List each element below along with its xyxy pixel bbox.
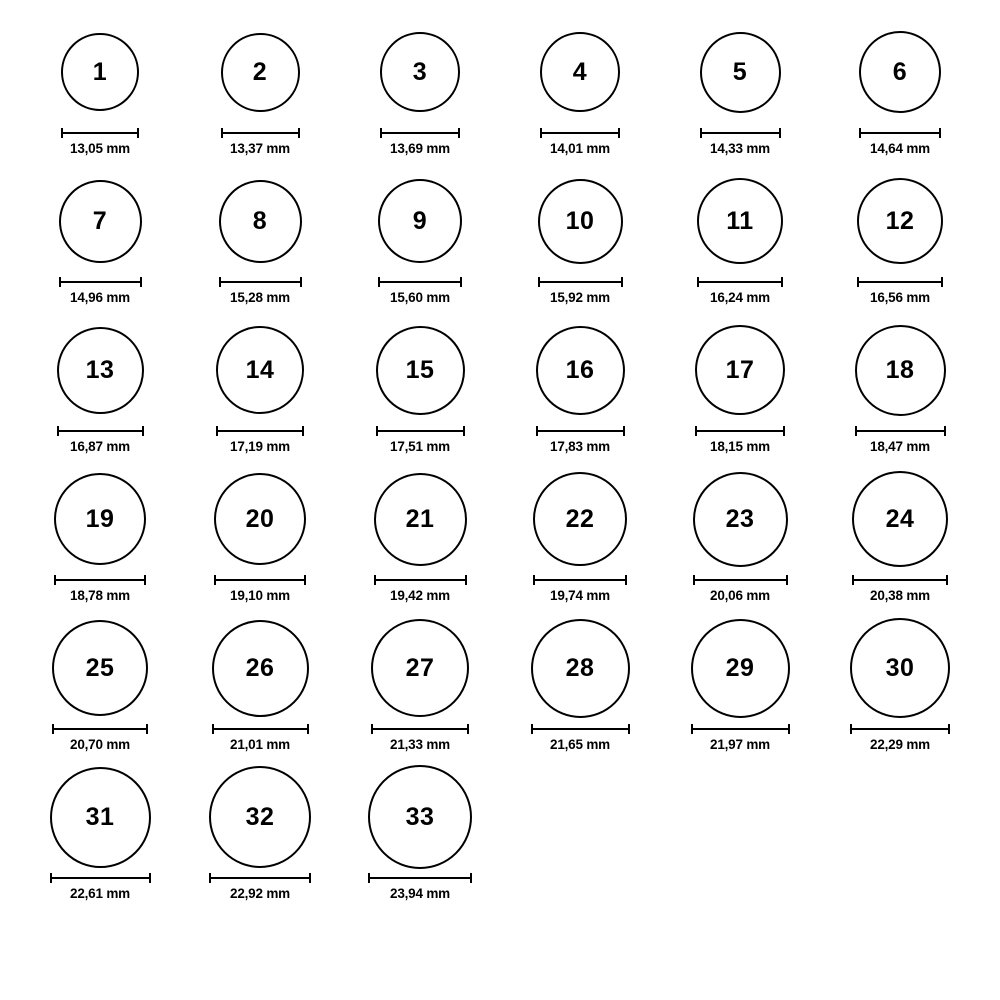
- diameter-label: 15,92 mm: [550, 290, 610, 305]
- ring-size-cell: [500, 614, 660, 763]
- ring-circle-wrap: [540, 18, 620, 126]
- ring-circle-icon: [859, 31, 941, 113]
- ring-size-number: 14: [245, 355, 275, 384]
- diameter-label: 20,70 mm: [70, 737, 130, 752]
- ruler-tick-right: [779, 128, 781, 138]
- diameter-label: 23,94 mm: [390, 886, 450, 901]
- ring-size-cell: [500, 316, 660, 465]
- ring-circle-icon: [533, 472, 627, 566]
- ring-size-number: 24: [885, 504, 915, 533]
- ruler-tick-left: [852, 575, 854, 585]
- ruler-tick-right: [781, 277, 783, 287]
- ruler-bar: [855, 430, 946, 432]
- ring-circle-icon: [212, 620, 309, 717]
- ruler-tick-left: [533, 575, 535, 585]
- diameter-label: 15,60 mm: [390, 290, 450, 305]
- ring-size-cell: [500, 18, 660, 167]
- ruler-tick-right: [298, 128, 300, 138]
- ruler-tick-right: [941, 277, 943, 287]
- ring-size-number: 20: [245, 504, 275, 533]
- ruler-bar: [533, 579, 627, 581]
- diameter-ruler: [368, 873, 472, 882]
- ruler-tick-left: [859, 128, 861, 138]
- ring-circle-wrap: [850, 614, 950, 722]
- ring-circle-icon: [61, 33, 139, 111]
- ruler-tick-left: [61, 128, 63, 138]
- diameter-ruler: [855, 426, 946, 435]
- ring-circle-icon: [697, 178, 783, 264]
- ruler-tick-left: [538, 277, 540, 287]
- ring-circle-wrap: [380, 18, 460, 126]
- ruler-tick-right: [948, 724, 950, 734]
- diameter-label: 13,05 mm: [70, 141, 130, 156]
- ruler-tick-right: [465, 575, 467, 585]
- ring-size-number: 16: [565, 355, 595, 384]
- ruler-tick-right: [144, 575, 146, 585]
- ruler-tick-left: [52, 724, 54, 734]
- ring-size-cell: [660, 465, 820, 614]
- ring-circle-icon: [50, 767, 151, 868]
- ring-circle-wrap: [59, 167, 142, 275]
- ruler-bar: [61, 132, 139, 134]
- ring-size-cell: [20, 465, 180, 614]
- ring-size-cell: [820, 18, 980, 167]
- ring-size-cell: [340, 167, 500, 316]
- diameter-label: 14,96 mm: [70, 290, 130, 305]
- ruler-tick-left: [540, 128, 542, 138]
- ring-circle-icon: [691, 619, 790, 718]
- ruler-bar: [380, 132, 460, 134]
- diameter-label: 22,92 mm: [230, 886, 290, 901]
- ruler-bar: [52, 728, 148, 730]
- diameter-label: 20,38 mm: [870, 588, 930, 603]
- ruler-bar: [368, 877, 472, 879]
- ring-circle-wrap: [852, 465, 948, 573]
- ruler-bar: [221, 132, 300, 134]
- ring-size-cell: [340, 763, 500, 912]
- ruler-bar: [531, 728, 630, 730]
- diameter-ruler: [691, 724, 790, 733]
- diameter-ruler: [50, 873, 151, 882]
- ring-size-number: 29: [725, 653, 755, 682]
- ring-size-number: 23: [725, 504, 755, 533]
- diameter-label: 21,65 mm: [550, 737, 610, 752]
- ring-circle-wrap: [691, 614, 790, 722]
- ruler-tick-right: [467, 724, 469, 734]
- ruler-tick-right: [460, 277, 462, 287]
- ring-circle-icon: [59, 180, 142, 263]
- ring-size-cell: [340, 18, 500, 167]
- diameter-label: 13,69 mm: [390, 141, 450, 156]
- diameter-ruler: [700, 128, 781, 137]
- ring-size-number: 15: [405, 355, 435, 384]
- ring-circle-wrap: [531, 614, 630, 722]
- ruler-tick-right: [137, 128, 139, 138]
- ruler-tick-right: [621, 277, 623, 287]
- ring-size-cell: [180, 614, 340, 763]
- diameter-ruler: [533, 575, 627, 584]
- diameter-ruler: [219, 277, 302, 286]
- ring-size-number: 27: [405, 653, 435, 682]
- diameter-label: 16,87 mm: [70, 439, 130, 454]
- diameter-label: 15,28 mm: [230, 290, 290, 305]
- ring-size-cell: [660, 614, 820, 763]
- ring-circle-icon: [57, 327, 144, 414]
- ruler-tick-right: [623, 426, 625, 436]
- ring-size-cell: [660, 316, 820, 465]
- ring-circle-icon: [376, 326, 465, 415]
- ring-size-number: 26: [245, 653, 275, 682]
- ruler-tick-right: [946, 575, 948, 585]
- ruler-tick-left: [850, 724, 852, 734]
- diameter-ruler: [374, 575, 467, 584]
- ruler-bar: [54, 579, 146, 581]
- ring-circle-wrap: [376, 316, 465, 424]
- ruler-tick-left: [57, 426, 59, 436]
- ruler-tick-left: [376, 426, 378, 436]
- diameter-label: 16,24 mm: [710, 290, 770, 305]
- ruler-bar: [57, 430, 144, 432]
- ring-circle-icon: [216, 326, 304, 414]
- diameter-label: 14,33 mm: [710, 141, 770, 156]
- ring-circle-wrap: [859, 18, 941, 126]
- ring-circle-wrap: [52, 614, 148, 722]
- ring-size-cell: [20, 18, 180, 167]
- diameter-ruler: [850, 724, 950, 733]
- diameter-label: 17,51 mm: [390, 439, 450, 454]
- ring-circle-icon: [374, 473, 467, 566]
- ring-circle-wrap: [693, 465, 788, 573]
- diameter-ruler: [695, 426, 785, 435]
- ruler-bar: [50, 877, 151, 879]
- ring-circle-wrap: [697, 167, 783, 275]
- diameter-label: 18,78 mm: [70, 588, 130, 603]
- diameter-label: 16,56 mm: [870, 290, 930, 305]
- ring-circle-icon: [219, 180, 302, 263]
- ring-size-number: 11: [726, 206, 754, 235]
- ring-size-number: 19: [85, 504, 115, 533]
- ring-size-cell: [20, 763, 180, 912]
- ring-circle-icon: [378, 179, 462, 263]
- ruler-tick-left: [54, 575, 56, 585]
- ruler-tick-right: [628, 724, 630, 734]
- ring-circle-wrap: [533, 465, 627, 573]
- diameter-ruler: [59, 277, 142, 286]
- ring-circle-icon: [209, 766, 311, 868]
- diameter-label: 19,42 mm: [390, 588, 450, 603]
- ruler-tick-left: [700, 128, 702, 138]
- ruler-tick-left: [214, 575, 216, 585]
- ruler-tick-right: [783, 426, 785, 436]
- ruler-tick-right: [302, 426, 304, 436]
- diameter-ruler: [540, 128, 620, 137]
- ruler-bar: [693, 579, 788, 581]
- ring-size-number: 32: [245, 802, 275, 831]
- ruler-tick-left: [857, 277, 859, 287]
- ring-size-cell: [180, 465, 340, 614]
- ring-circle-icon: [693, 472, 788, 567]
- ring-size-number: 10: [565, 206, 595, 235]
- ring-circle-icon: [371, 619, 469, 717]
- ring-size-cell: [820, 614, 980, 763]
- ruler-bar: [859, 132, 941, 134]
- ruler-tick-right: [149, 873, 151, 883]
- ring-circle-icon: [52, 620, 148, 716]
- ruler-bar: [212, 728, 309, 730]
- diameter-ruler: [57, 426, 144, 435]
- ring-circle-icon: [700, 32, 781, 113]
- ring-circle-wrap: [695, 316, 785, 424]
- ring-size-number: 3: [412, 57, 428, 86]
- ring-size-number: 4: [572, 57, 588, 86]
- diameter-label: 19,74 mm: [550, 588, 610, 603]
- ring-circle-wrap: [374, 465, 467, 573]
- ruler-bar: [209, 877, 311, 879]
- diameter-ruler: [693, 575, 788, 584]
- ring-size-cell: [340, 614, 500, 763]
- ruler-bar: [371, 728, 469, 730]
- ruler-tick-left: [221, 128, 223, 138]
- ring-size-number: 33: [405, 802, 435, 831]
- ruler-tick-left: [378, 277, 380, 287]
- ruler-tick-left: [531, 724, 533, 734]
- diameter-ruler: [538, 277, 623, 286]
- ring-size-number: 22: [565, 504, 595, 533]
- ring-circle-wrap: [378, 167, 462, 275]
- ruler-bar: [378, 281, 462, 283]
- ring-circle-wrap: [54, 465, 146, 573]
- diameter-ruler: [216, 426, 304, 435]
- ring-circle-wrap: [857, 167, 943, 275]
- diameter-ruler: [697, 277, 783, 286]
- diameter-label: 14,01 mm: [550, 141, 610, 156]
- diameter-label: 22,29 mm: [870, 737, 930, 752]
- ruler-tick-left: [691, 724, 693, 734]
- ring-size-cell: [340, 316, 500, 465]
- ring-circle-wrap: [368, 763, 472, 871]
- ruler-bar: [536, 430, 625, 432]
- ruler-tick-right: [470, 873, 472, 883]
- diameter-ruler: [531, 724, 630, 733]
- ruler-tick-right: [307, 724, 309, 734]
- diameter-label: 21,33 mm: [390, 737, 450, 752]
- diameter-ruler: [536, 426, 625, 435]
- diameter-ruler: [859, 128, 941, 137]
- ring-size-cell: [660, 167, 820, 316]
- ruler-tick-right: [463, 426, 465, 436]
- ruler-tick-right: [300, 277, 302, 287]
- ring-size-number: 25: [85, 653, 115, 682]
- ring-size-number: 28: [565, 653, 595, 682]
- ring-size-number: 21: [405, 504, 435, 533]
- ring-circle-icon: [695, 325, 785, 415]
- diameter-ruler: [857, 277, 943, 286]
- diameter-label: 20,06 mm: [710, 588, 770, 603]
- ruler-bar: [216, 430, 304, 432]
- ring-size-cell: [500, 167, 660, 316]
- ruler-bar: [697, 281, 783, 283]
- ring-circle-wrap: [700, 18, 781, 126]
- ring-size-number: 5: [732, 57, 748, 86]
- diameter-label: 18,15 mm: [710, 439, 770, 454]
- ruler-tick-left: [50, 873, 52, 883]
- ruler-bar: [214, 579, 306, 581]
- ruler-tick-left: [368, 873, 370, 883]
- diameter-label: 18,47 mm: [870, 439, 930, 454]
- ruler-tick-left: [212, 724, 214, 734]
- diameter-label: 21,97 mm: [710, 737, 770, 752]
- ring-circle-icon: [540, 32, 620, 112]
- diameter-label: 17,19 mm: [230, 439, 290, 454]
- ring-size-number: 12: [885, 206, 915, 235]
- ring-circle-wrap: [212, 614, 309, 722]
- ring-circle-icon: [536, 326, 625, 415]
- ring-size-number: 9: [412, 206, 428, 235]
- ring-circle-wrap: [61, 18, 139, 126]
- ruler-tick-right: [146, 724, 148, 734]
- ruler-tick-right: [142, 426, 144, 436]
- ring-circle-wrap: [221, 18, 300, 126]
- ring-size-number: 8: [252, 206, 268, 235]
- ring-circle-wrap: [536, 316, 625, 424]
- diameter-label: 19,10 mm: [230, 588, 290, 603]
- ruler-bar: [374, 579, 467, 581]
- ruler-tick-right: [625, 575, 627, 585]
- ruler-tick-right: [304, 575, 306, 585]
- ruler-tick-right: [786, 575, 788, 585]
- ring-size-number: 18: [885, 355, 915, 384]
- ruler-bar: [850, 728, 950, 730]
- diameter-ruler: [209, 873, 311, 882]
- ring-circle-icon: [857, 178, 943, 264]
- ruler-tick-left: [697, 277, 699, 287]
- ring-size-number: 1: [92, 57, 108, 86]
- ring-size-cell: [20, 167, 180, 316]
- ring-circle-icon: [221, 33, 300, 112]
- ruler-tick-right: [939, 128, 941, 138]
- ring-size-number: 30: [885, 653, 915, 682]
- ring-size-cell: [820, 167, 980, 316]
- ring-circle-wrap: [216, 316, 304, 424]
- diameter-ruler: [371, 724, 469, 733]
- diameter-label: 17,83 mm: [550, 439, 610, 454]
- ring-size-cell: [820, 465, 980, 614]
- ruler-bar: [695, 430, 785, 432]
- ruler-tick-right: [140, 277, 142, 287]
- ring-circle-icon: [368, 765, 472, 869]
- ruler-bar: [219, 281, 302, 283]
- diameter-label: 21,01 mm: [230, 737, 290, 752]
- ring-circle-wrap: [371, 614, 469, 722]
- ring-size-grid: [20, 18, 980, 912]
- ring-circle-wrap: [209, 763, 311, 871]
- ruler-tick-left: [371, 724, 373, 734]
- ring-size-cell: [180, 763, 340, 912]
- ruler-tick-left: [380, 128, 382, 138]
- diameter-ruler: [378, 277, 462, 286]
- ring-circle-icon: [852, 471, 948, 567]
- ruler-tick-right: [458, 128, 460, 138]
- ring-circle-icon: [214, 473, 306, 565]
- diameter-ruler: [214, 575, 306, 584]
- ring-circle-wrap: [50, 763, 151, 871]
- ruler-tick-left: [536, 426, 538, 436]
- ruler-bar: [691, 728, 790, 730]
- ring-size-cell: [180, 167, 340, 316]
- diameter-ruler: [376, 426, 465, 435]
- ring-size-number: 31: [85, 802, 115, 831]
- ring-circle-wrap: [57, 316, 144, 424]
- diameter-ruler: [212, 724, 309, 733]
- diameter-ruler: [380, 128, 460, 137]
- ring-circle-wrap: [214, 465, 306, 573]
- ring-size-cell: [660, 18, 820, 167]
- diameter-label: 14,64 mm: [870, 141, 930, 156]
- ruler-bar: [852, 579, 948, 581]
- ring-circle-wrap: [219, 167, 302, 275]
- ring-size-cell: [20, 614, 180, 763]
- ruler-tick-left: [59, 277, 61, 287]
- ring-circle-icon: [850, 618, 950, 718]
- ruler-tick-left: [695, 426, 697, 436]
- diameter-ruler: [852, 575, 948, 584]
- ruler-tick-right: [309, 873, 311, 883]
- ruler-tick-right: [944, 426, 946, 436]
- diameter-ruler: [52, 724, 148, 733]
- diameter-ruler: [61, 128, 139, 137]
- diameter-label: 13,37 mm: [230, 141, 290, 156]
- ring-size-cell: [180, 18, 340, 167]
- ring-size-number: 6: [892, 57, 908, 86]
- ring-size-cell: [20, 316, 180, 465]
- diameter-ruler: [221, 128, 300, 137]
- ruler-bar: [540, 132, 620, 134]
- ruler-tick-left: [209, 873, 211, 883]
- diameter-label: 22,61 mm: [70, 886, 130, 901]
- ring-circle-icon: [855, 325, 946, 416]
- ruler-tick-right: [788, 724, 790, 734]
- diameter-ruler: [54, 575, 146, 584]
- ring-size-cell: [500, 465, 660, 614]
- ring-circle-icon: [380, 32, 460, 112]
- ruler-bar: [376, 430, 465, 432]
- ruler-tick-left: [219, 277, 221, 287]
- ruler-bar: [59, 281, 142, 283]
- ring-size-number: 7: [92, 206, 108, 235]
- ring-size-number: 13: [85, 355, 115, 384]
- ring-circle-icon: [531, 619, 630, 718]
- ruler-bar: [700, 132, 781, 134]
- ruler-bar: [857, 281, 943, 283]
- ruler-tick-left: [374, 575, 376, 585]
- ruler-bar: [538, 281, 623, 283]
- ring-size-number: 17: [725, 355, 755, 384]
- ring-circle-wrap: [538, 167, 623, 275]
- ring-circle-wrap: [855, 316, 946, 424]
- ruler-tick-left: [216, 426, 218, 436]
- ruler-tick-right: [618, 128, 620, 138]
- ring-size-number: 2: [252, 57, 268, 86]
- ruler-tick-left: [855, 426, 857, 436]
- ring-size-cell: [340, 465, 500, 614]
- ruler-tick-left: [693, 575, 695, 585]
- ring-circle-icon: [54, 473, 146, 565]
- ring-size-cell: [820, 316, 980, 465]
- ring-circle-icon: [538, 179, 623, 264]
- ring-size-cell: [180, 316, 340, 465]
